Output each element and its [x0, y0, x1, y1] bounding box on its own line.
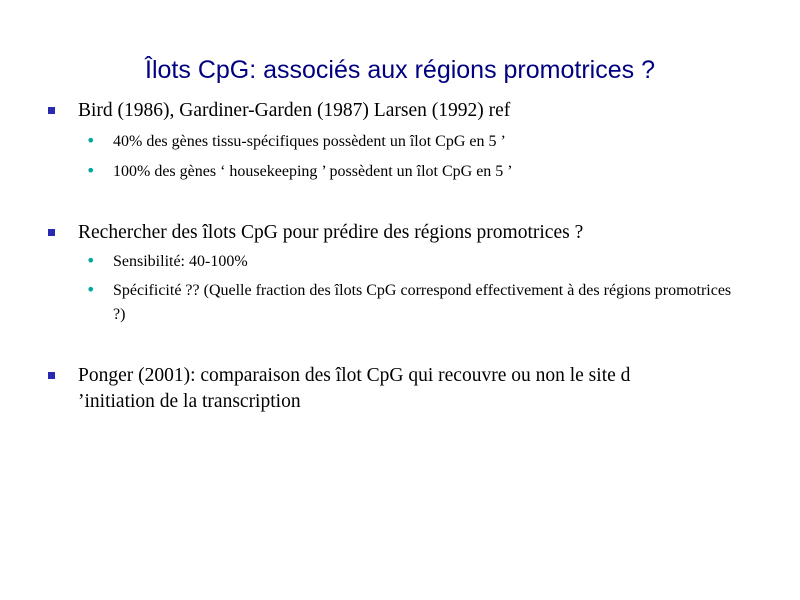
- dot-bullet-icon: •: [86, 251, 96, 270]
- slide-title: Îlots CpG: associés aux régions promotrices ?: [145, 56, 655, 84]
- sub-bullet-text: 40% des gènes tissu-spécifiques possèdent un îlot CpG en 5 ’: [113, 133, 506, 150]
- sub-bullet-item: [86, 279, 733, 327]
- dot-bullet-icon: •: [86, 280, 96, 299]
- dot-bullet-icon: •: [86, 161, 96, 180]
- sub-bullet-text: Spécificité ?? (Quelle fraction des îlots CpG correspond effectivement à des régions promotrices ?): [113, 282, 732, 323]
- bullet-text: Rechercher des îlots CpG pour prédire des régions promotrices ?: [78, 222, 584, 243]
- square-bullet-icon: [48, 229, 55, 236]
- bullet-text: Ponger (2001): comparaison des îlot CpG qui recouvre ou non le site d ’initiation de la transcription: [78, 365, 631, 412]
- dot-bullet-icon: •: [86, 131, 96, 150]
- bullet-item: [78, 220, 718, 246]
- sub-bullet-item: [86, 160, 733, 184]
- sub-bullet-item: [86, 250, 733, 274]
- square-bullet-icon: [48, 107, 55, 114]
- sub-bullet-text: 100% des gènes ‘ housekeeping ’ possèdent un îlot CpG en 5 ’: [113, 163, 513, 180]
- sub-bullet-text: Sensibilité: 40-100%: [113, 253, 248, 270]
- sub-bullet-item: [86, 130, 733, 154]
- bullet-item: [78, 98, 718, 124]
- bullet-text: Bird (1986), Gardiner-Garden (1987) Larsen (1992) ref: [78, 100, 511, 121]
- bullet-item: [78, 363, 708, 415]
- square-bullet-icon: [48, 372, 55, 379]
